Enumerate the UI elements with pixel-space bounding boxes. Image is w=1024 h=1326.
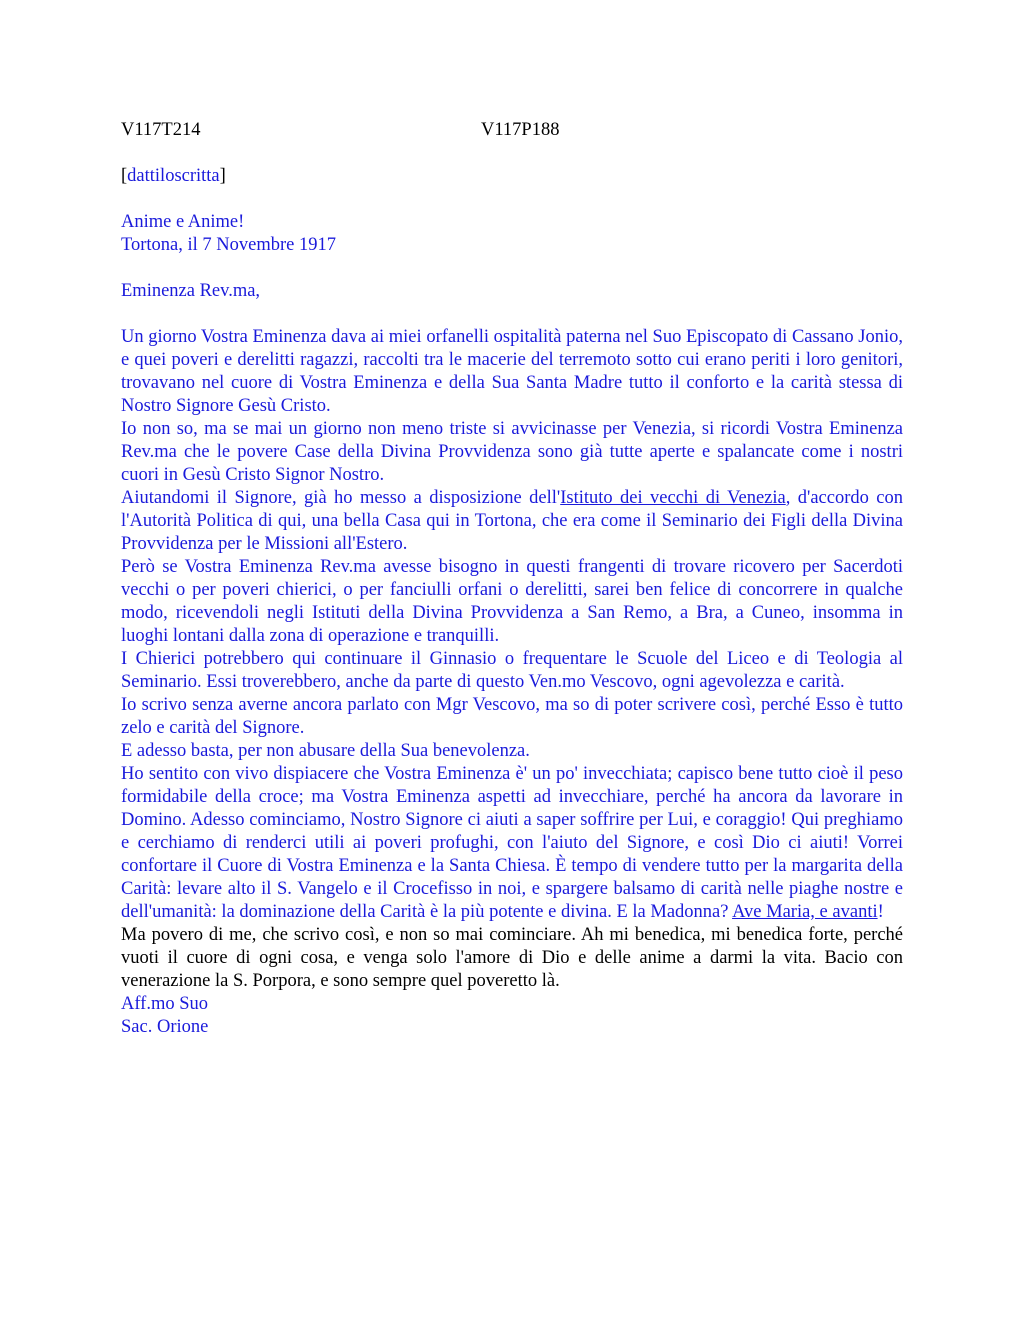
paragraph-3 <box>121 487 903 556</box>
paragraph-3-text-a: Aiutandomi il Signore, già ho messo a disposizione dell' <box>121 488 561 508</box>
paragraph-7: E adesso basta, per non abusare della Sua benevolenza. <box>121 741 530 761</box>
typescript-note <box>121 165 903 188</box>
place-date: Tortona, il 7 Novembre 1917 <box>121 235 337 255</box>
note-text: dattiloscritta <box>127 166 220 186</box>
paragraph-8-text-a: Ho sentito con vivo dispiacere che Vostra Eminenza è' un po' invecchiata; capisco bene tutto cioè il peso formidabile della croce; ma Vostra Eminenza aspetti ad invecchiare, perché ha ancora da lavorare in Domino. Adesso cominciamo, Nostro Signore ci aiuti a saper soffrire per Lui, e coraggio! Qui preghiamo e cerchiamo di renderci utili ai poveri profughi, con l'aiuto del Signore, e così Dio ci aiuti! Vorrei confortare il Cuore di Vostra Eminenza e la Santa Chiesa. È tempo di vendere tutto per la margarita della Carità: levare alto il S. Vangelo e il Crocefisso in noi, e spargere balsamo di carità nelle piaghe nostre e dell'umanità: la dominazione della Carità è la più potente e divina. E la Madonna? <box>121 764 903 922</box>
letter-page <box>121 119 903 1039</box>
signature: Sac. Orione <box>121 1017 209 1037</box>
istituto-venezia-link[interactable]: Istituto dei vecchi di Venezia <box>560 488 786 508</box>
archive-code-left: V117T214 <box>121 120 201 140</box>
paragraph-6: Io scrivo senza averne ancora parlato con Mgr Vescovo, ma so di poter scrivere così, perché Esso è tutto zelo e carità del Signore. <box>121 695 903 738</box>
archive-header <box>121 119 903 142</box>
paragraph-9: Ma povero di me, che scrivo così, e non so mai cominciare. Ah mi benedica, mi benedica forte, perché vuoti il cuore di ogni cosa, e venga solo l'amore di Dio e delle anime a darmi la vita. Bacio con venerazione la S. Porpora, e sono sempre quel poveretto là. <box>121 925 903 991</box>
archive-code-right: V117P188 <box>481 120 560 140</box>
paragraph-3-text-b: , d'accordo con l'Autorità Politica di qui, una bella Casa qui in Tortona, che era come il Seminario dei Figli della Divina Provvidenza per le Missioni all'Estero. <box>121 488 903 554</box>
paragraph-2: Io non so, ma se mai un giorno non meno triste si avvicinasse per Venezia, si ricordi Vostra Eminenza Rev.ma che le povere Case della Divina Provvidenza sono già tutte aperte e spalancate come i nostri cuori in Gesù Cristo Signor Nostro. <box>121 419 903 485</box>
paragraph-8 <box>121 763 903 924</box>
salutation: Eminenza Rev.ma, <box>121 281 261 301</box>
letter-body <box>121 326 903 993</box>
paragraph-8-text-b: ! <box>877 902 884 922</box>
closing: Aff.mo Suo <box>121 994 209 1014</box>
motto: Anime e Anime! <box>121 212 245 232</box>
note-close-bracket: ] <box>219 166 226 186</box>
ave-maria-link[interactable]: Ave Maria, e avanti <box>732 902 878 922</box>
paragraph-4: Però se Vostra Eminenza Rev.ma avesse bisogno in questi frangenti di trovare ricovero per Sacerdoti vecchi o per poveri chierici, o per fanciulli orfani o derelitti, sarei ben felice di concorrere in qualche modo, ricevendoli negli Istituti della Divina Provvidenza a San Remo, a Bra, a Cuneo, insomma in luoghi lontani dalla zona di operazione e tranquilli. <box>121 557 903 646</box>
paragraph-1: Un giorno Vostra Eminenza dava ai miei orfanelli ospitalità paterna nel Suo Episcopato di Cassano Jonio, e quei poveri e derelitti ragazzi, raccolti tra le macerie del terremoto sotto cui erano periti i loro genitori, trovavano nel cuore di Vostra Eminenza e della Sua Santa Madre tutto il conforto e la carità stessa di Nostro Signore Gesù Cristo. <box>121 327 903 416</box>
paragraph-5: I Chierici potrebbero qui continuare il Ginnasio o frequentare le Scuole del Liceo e di Teologia al Seminario. Essi troverebbero, anche da parte di questo Ven.mo Vescovo, ogni agevolezza e carità. <box>121 649 903 692</box>
note-open-bracket: [ <box>121 166 128 186</box>
